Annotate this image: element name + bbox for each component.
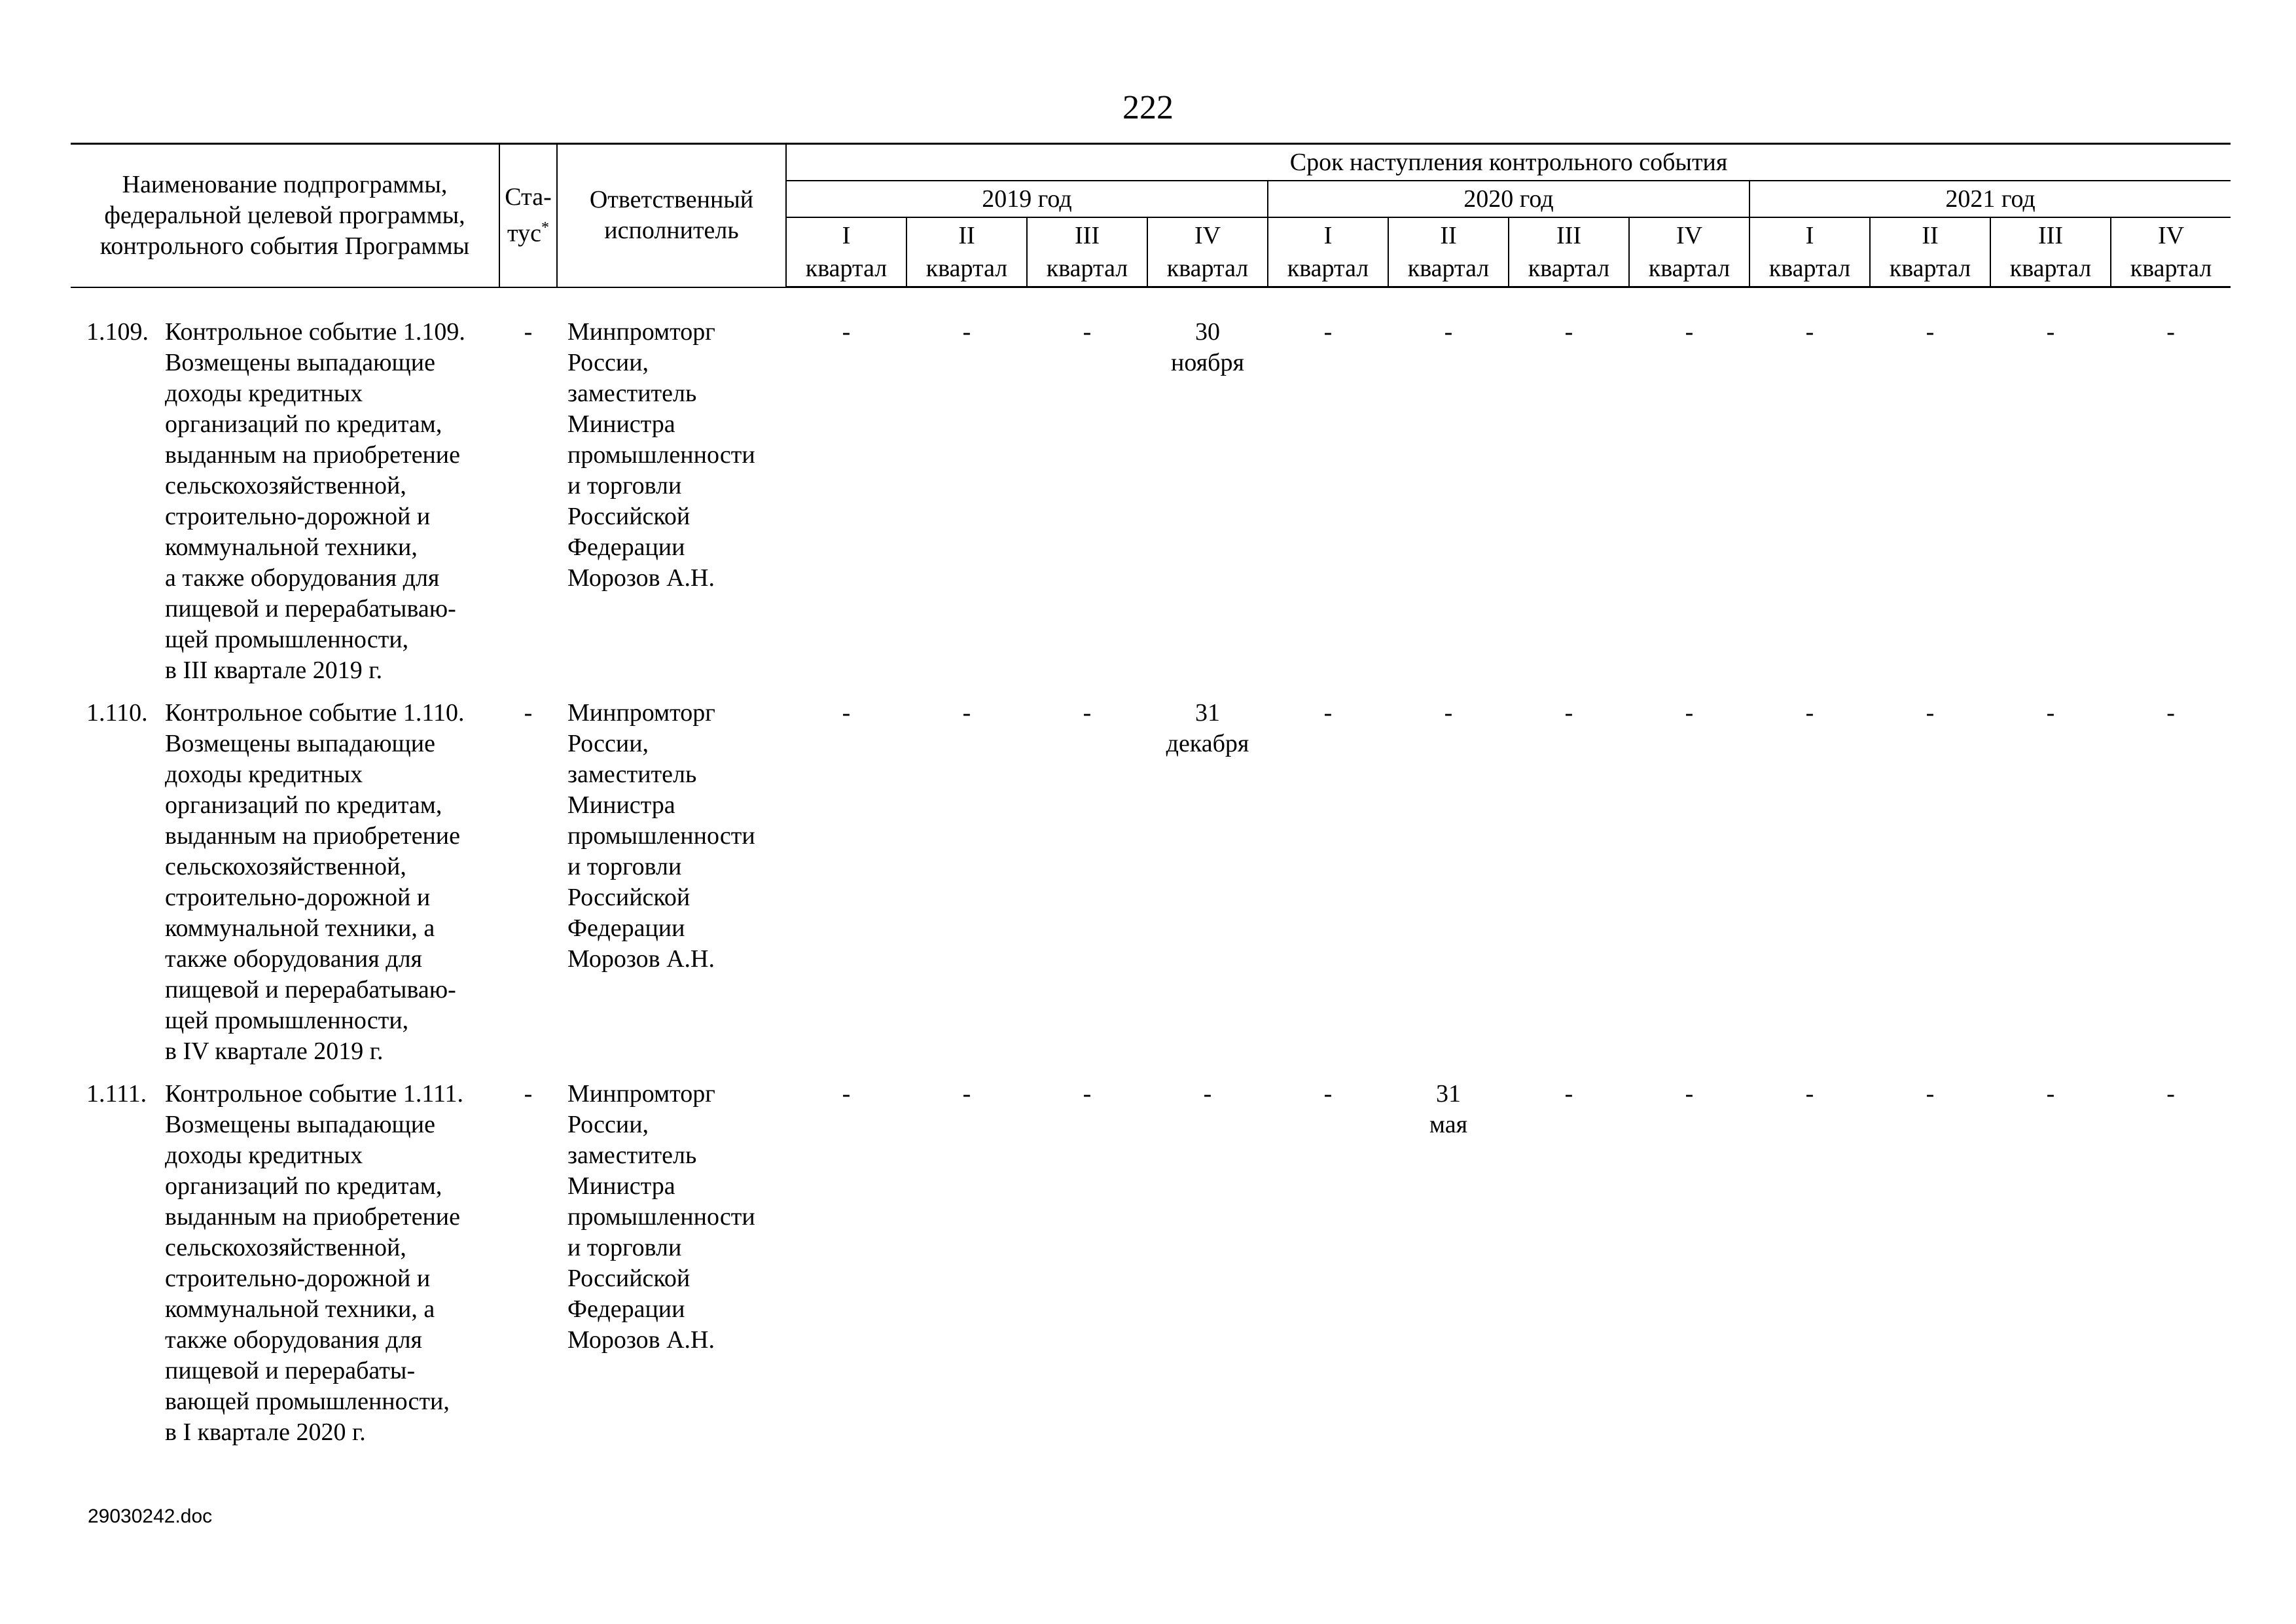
event-deadline-cell: -: [1805, 699, 1814, 727]
quarter-header: [1509, 217, 1629, 287]
quarter-header: [1749, 217, 1870, 287]
quarter-number: I: [1323, 222, 1333, 249]
quarter-header: [1990, 217, 2111, 287]
event-deadline-cell: -: [1685, 699, 1694, 727]
event-deadline-cell: -: [2166, 318, 2175, 346]
quarter-label: квартал: [2009, 255, 2092, 282]
quarter-label: квартал: [1287, 255, 1369, 282]
event-deadline-cell: -: [1323, 318, 1333, 346]
event-status: -: [524, 318, 533, 346]
event-status: -: [524, 699, 533, 727]
quarter-label: квартал: [1407, 255, 1490, 282]
event-deadline-cell: -: [962, 318, 971, 346]
event-deadline-cell: -: [2046, 699, 2055, 727]
event-deadline-cell: -: [842, 699, 851, 727]
quarter-number: III: [2038, 222, 2063, 249]
year-header-2021: 2021 год: [1749, 181, 2231, 217]
event-deadline-cell: -: [1203, 1080, 1212, 1108]
quarter-number: III: [1556, 222, 1581, 249]
event-deadline-cell: -: [1685, 1080, 1694, 1108]
footer-file-name: 29030242.doc: [88, 1506, 213, 1527]
table-row: [71, 698, 2231, 1079]
event-deadline-cell: -: [1685, 318, 1694, 346]
event-deadline-cell: -: [842, 1080, 851, 1108]
quarter-header: [906, 217, 1027, 287]
event-deadline-cell: -: [1323, 1080, 1333, 1108]
quarter-header: [1027, 217, 1147, 287]
quarter-number: II: [1440, 222, 1457, 249]
event-deadline-cell: -: [1926, 1080, 1935, 1108]
quarter-header: [1870, 217, 1990, 287]
table-header: [71, 144, 2231, 287]
table-row: [71, 317, 2231, 698]
event-number: 1.110.: [86, 699, 148, 727]
event-deadline-cell: -: [1926, 318, 1935, 346]
page-number: 222: [1122, 89, 1174, 126]
event-deadline-cell: -: [962, 1080, 971, 1108]
event-deadline-cell: -: [1564, 699, 1573, 727]
event-deadline-cell: -: [2046, 1080, 2055, 1108]
event-deadline-cell: -: [1805, 318, 1814, 346]
event-deadline-cell: -: [1083, 318, 1092, 346]
quarter-label: квартал: [1166, 255, 1249, 282]
quarter-label: квартал: [925, 255, 1008, 282]
quarter-label: квартал: [1046, 255, 1128, 282]
quarter-header: [2111, 217, 2231, 287]
status-footnote-mark: *: [541, 219, 549, 236]
quarter-number: III: [1075, 222, 1100, 249]
deadline-group-header: Срок наступления контрольного события: [786, 144, 2231, 181]
event-deadline-cell: -: [2166, 1080, 2175, 1108]
event-deadline-cell: -: [2166, 699, 2175, 727]
quarter-label: квартал: [1648, 255, 1731, 282]
table-row: [71, 1079, 2231, 1460]
control-events-table: [71, 143, 2231, 1460]
quarter-number: II: [958, 222, 975, 249]
event-deadline-cell: -: [1564, 1080, 1573, 1108]
event-name: Контрольное событие 1.111. Возмещены выпадающие доходы кредитных организаций по кредитам, выданным на приобретение сельскохозяйственной, строительно-дорожной и коммунальной техники, а также оборудования для пищевой и перерабаты- вающей промышленности, в I квартале 2020 г.: [165, 1080, 464, 1446]
status-header-bottom: тус: [507, 219, 541, 247]
status-header-top: Ста-: [505, 183, 552, 211]
status-column-header: [499, 144, 557, 287]
quarter-header: [1629, 217, 1749, 287]
year-header-2020: 2020 год: [1268, 181, 1749, 217]
year-header-2019: 2019 год: [786, 181, 1268, 217]
quarter-number: IV: [1194, 222, 1221, 249]
quarter-header: [786, 217, 906, 287]
event-executor: Минпромторг России, заместитель Министра промышленности и торговли Российской Федерации Морозов А.Н.: [567, 1080, 755, 1354]
event-status: -: [524, 1080, 533, 1108]
event-deadline-cell: -: [842, 318, 851, 346]
quarter-label: квартал: [1889, 255, 1971, 282]
event-executor: Минпромторг России, заместитель Министра промышленности и торговли Российской Федерации Морозов А.Н.: [567, 318, 755, 592]
name-column-header: Наименование подпрограммы, федеральной целевой программы, контрольного события Программы: [71, 144, 499, 287]
event-deadline-cell: -: [1564, 318, 1573, 346]
quarter-label: квартал: [2130, 255, 2212, 282]
event-deadline-cell: -: [962, 699, 971, 727]
quarter-number: I: [842, 222, 851, 249]
event-deadline-cell: -: [2046, 318, 2055, 346]
event-name: Контрольное событие 1.110. Возмещены выпадающие доходы кредитных организаций по кредитам, выданным на приобретение сельскохозяйственной, строительно-дорожной и коммунальной техники, а также оборудования для пищевой и перерабатываю- щей промышленности, в IV квартале 2019 г.: [165, 699, 465, 1065]
event-name-cell: [71, 1079, 499, 1460]
event-deadline-cell: 31 декабря: [1166, 699, 1249, 757]
event-name: Контрольное событие 1.109. Возмещены выпадающие доходы кредитных организаций по кредитам, выданным на приобретение сельскохозяйственной, строительно-дорожной и коммунальной техники, а также оборудования для пищевой и перерабатываю- щей промышленности, в III квартале 2019 г.: [165, 318, 465, 684]
event-name-cell: [71, 698, 499, 1079]
event-deadline-cell: -: [1444, 318, 1453, 346]
quarter-label: квартал: [1768, 255, 1851, 282]
quarter-number: IV: [2157, 222, 2185, 249]
quarter-number: IV: [1676, 222, 1703, 249]
event-deadline-cell: -: [1323, 699, 1333, 727]
quarter-header: [1268, 217, 1388, 287]
quarter-label: квартал: [805, 255, 888, 282]
quarter-label: квартал: [1528, 255, 1610, 282]
executor-column-header: Ответственный исполнитель: [557, 144, 786, 287]
event-number: 1.109.: [86, 318, 149, 346]
event-deadline-cell: -: [1083, 699, 1092, 727]
event-deadline-cell: 31 мая: [1429, 1080, 1468, 1138]
event-deadline-cell: -: [1805, 1080, 1814, 1108]
event-deadline-cell: -: [1926, 699, 1935, 727]
quarter-header: [1147, 217, 1268, 287]
event-executor: Минпромторг России, заместитель Министра промышленности и торговли Российской Федерации Морозов А.Н.: [567, 699, 755, 973]
event-deadline-cell: 30 ноября: [1171, 318, 1244, 376]
event-number: 1.111.: [86, 1080, 147, 1108]
quarter-number: I: [1805, 222, 1814, 249]
event-name-cell: [71, 317, 499, 698]
quarter-header: [1388, 217, 1509, 287]
quarter-number: II: [1922, 222, 1939, 249]
table-body: [71, 287, 2231, 1460]
event-deadline-cell: -: [1083, 1080, 1092, 1108]
event-deadline-cell: -: [1444, 699, 1453, 727]
